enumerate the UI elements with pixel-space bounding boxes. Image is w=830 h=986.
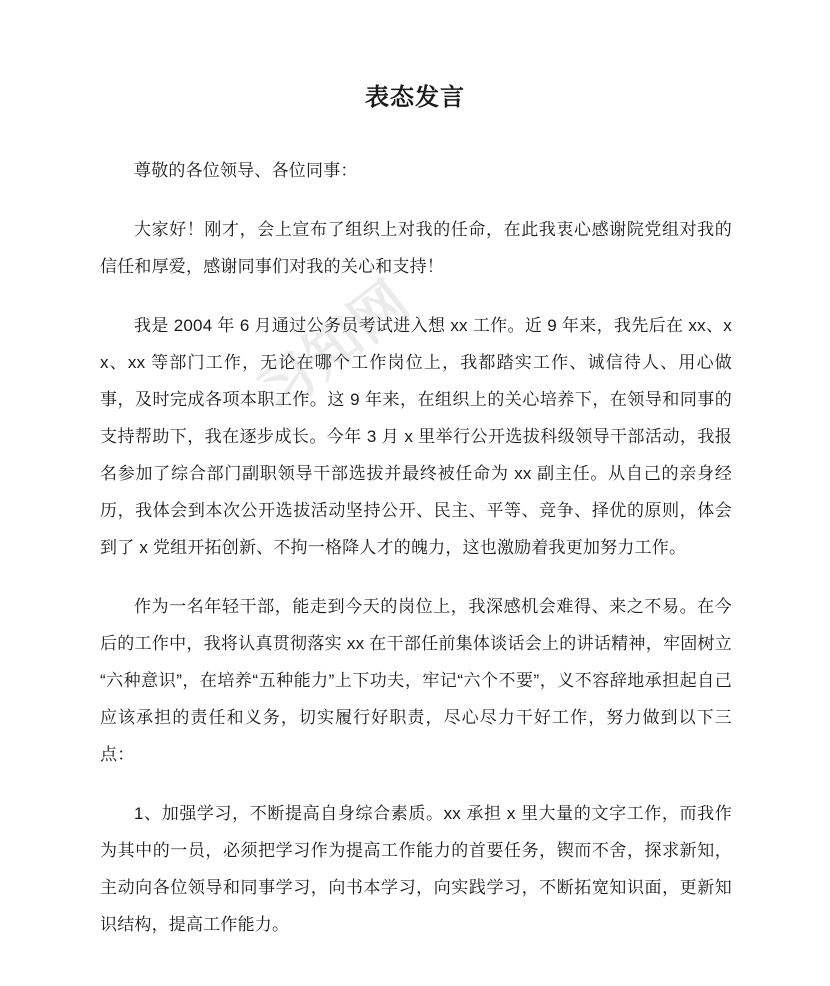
document-body — [100, 152, 732, 943]
paragraph-point-1: 1、加强学习，不断提高自身综合素质。xx 承担 x 里大量的文字工作，而我作为其中的一员，必须把学习作为提高工作能力的首要任务，锲而不舍，探求新知，主动向各位领导和同事学习，向书本学习，向实践学习，不断拓宽知识面，更新知识结构，提高工作能力。 — [100, 804, 732, 934]
paragraph-commitment: 作为一名年轻干部，能走到今天的岗位上，我深感机会难得、来之不易。在今后的工作中，我将认真贯彻落实 xx 在干部任前集体谈话会上的讲话精神，牢固树立“六种意识”，在培养“五种能力”上下功夫，牢记“六个不要”，义不容辞地承担起自己应该承担的责任和义务，切实履行好职责，尽心尽力干好工作，努力做到以下三点： — [100, 597, 732, 764]
paragraph-salutation: 尊敬的各位领导、各位同事： — [134, 161, 358, 180]
paragraph-greeting: 大家好！刚才，会上宣布了组织上对我的任命，在此我衷心感谢院党组对我的信任和厚爱，感谢同事们对我的关心和支持！ — [100, 220, 732, 276]
paragraph-background: 我是 2004 年 6 月通过公务员考试进入想 xx 工作。近 9 年来，我先后在 xx、xx、xx 等部门工作，无论在哪个工作岗位上，我都踏实工作、诚信待人、用心做事，及时完成各项本职工作。这 9 年来，在组织上的关心培养下，在领导和同事的支持帮助下，我在逐步成长。今年 3 月 x 里举行公开选拔科级领导干部活动，我报名参加了综合部门副职领导干部选拔并最终被任命为 xx 副主任。从自己的亲身经历，我体会到本次公开选拔活动坚持公开、民主、平等、竞争、择优的原则，体会到了 x 党组开拓创新、不拘一格降人才的魄力，这也激励着我更加努力工作。 — [100, 316, 732, 557]
document-title: 表态发言 — [365, 84, 465, 111]
watermark-text: 习知网 — [245, 268, 422, 425]
